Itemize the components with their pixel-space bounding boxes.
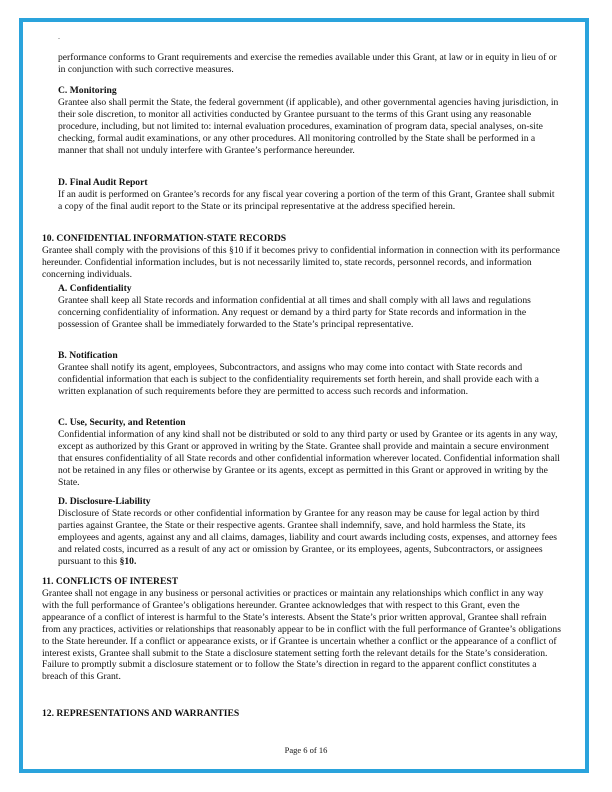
section-11-heading: 11. CONFLICTS OF INTEREST [42,576,179,587]
confidentiality-heading: A. Confidentiality [58,283,132,294]
section-10-heading: 10. CONFIDENTIAL INFORMATION-STATE RECORDS [42,233,287,244]
intro-paragraph: performance conforms to Grant requirements and exercise the remedies available under this Grant, at law or in equity in lieu of or in conjunction with such corrective measures. [58,52,557,75]
monitoring-heading: C. Monitoring [58,85,117,96]
disclosure-liability-paragraph [58,508,561,568]
section-10-paragraph: Grantee shall comply with the provisions of this §10 if it becomes privy to confidential information in connection with its performance hereunder. Confidential information includes, but is not necessarily limited to, state records, personnel records, and information concerning individuals. [42,245,560,280]
page-number: Page 6 of 16 [284,745,328,755]
use-security-heading: C. Use, Security, and Retention [58,417,186,428]
notification-heading: B. Notification [58,350,118,361]
disclosure-liability-heading: D. Disclosure-Liability [58,496,151,507]
monitoring-paragraph: Grantee also shall permit the State, the federal government (if applicable), and other governmental agencies having jurisdiction, in their sole discretion, to monitor all activities conducted by Grantee pursuant to the terms of this Grant using any reasonable procedure, including, but not limited to: internal evaluation procedures, examination of program data, special analyses, on-site checking, formal audit examinations, or any other procedures. All monitoring controlled by the State shall be performed in a manner that shall not unduly interfere with Grantee’s performance hereunder. [58,97,559,156]
final-audit-heading: D. Final Audit Report [58,177,148,188]
section-reference: §10. [119,555,137,567]
use-security-paragraph: Confidential information of any kind shall not be distributed or sold to any third party or used by Grantee or its agents in any way, except as authorized by this Grant or approved in writing by the State. Grantee shall provide and maintain a secure environment that ensures confidentiality of all State records and other confidential information wherever located. Confidential information shall not be retained in any files or otherwise by Grantee or its agents, except as permitted in this Grant or approved in writing by the State. [58,429,560,488]
final-audit-paragraph: If an audit is performed on Grantee’s records for any fiscal year covering a portion of the term of this Grant, Grantee shall submit a copy of the final audit report to the State or its principal representative at the address specified herein. [58,189,555,212]
section-11-paragraph: Grantee shall not engage in any business or personal activities or practices or maintain any relationships which conflict in any way with the full performance of Grantee’s obligations hereunder. Grantee acknowledges that with respect to this Grant, even the appearance of a conflict of interest is harmful to the State’s interests. Absent the State’s prior written approval, Grantee shall refrain from any practices, activities or relationships that reasonably appear to be in conflict with the full performance of Grantee’s obligations to the State hereunder. If a conflict or appearance exists, or if Grantee is uncertain whether a conflict or the appearance of a conflict of interest exists, Grantee shall submit to the State a disclosure statement setting forth the relevant details for the State’s consideration. Failure to promptly submit a disclosure statement or to follow the State’s direction in regard to the apparent conflict constitutes a breach of this Grant. [42,588,561,683]
confidentiality-paragraph: Grantee shall keep all State records and information confidential at all times and shall comply with all laws and regulations concerning confidentiality of information. Any request or demand by a third party for State records and information in the possession of Grantee shall be immediately forwarded to the State’s principal representative. [58,295,531,330]
scan-mark: - [58,36,60,42]
disclosure-liability-text: Disclosure of State records or other confidential information by Grantee for any reason may be cause for legal action by third parties against Grantee, the State or their respective agents. Grantee shall indemnify, save, and hold harmless the State, its employees and agents, against any and all claims, damages, liability and court awards including costs, expenses, and attorney fees and related costs, incurred as a result of any act or omission by Grantee, or its employees, agents, Subcontractors, or assignees pursuant to this [58,508,557,567]
notification-paragraph: Grantee shall notify its agent, employees, Subcontractors, and assigns who may come into contact with State records and confidential information that each is subject to the confidentiality requirements set forth herein, and shall provide each with a written explanation of such requirements before they are permitted to access such records and information. [58,362,539,397]
section-12-heading: 12. REPRESENTATIONS AND WARRANTIES [42,708,240,719]
